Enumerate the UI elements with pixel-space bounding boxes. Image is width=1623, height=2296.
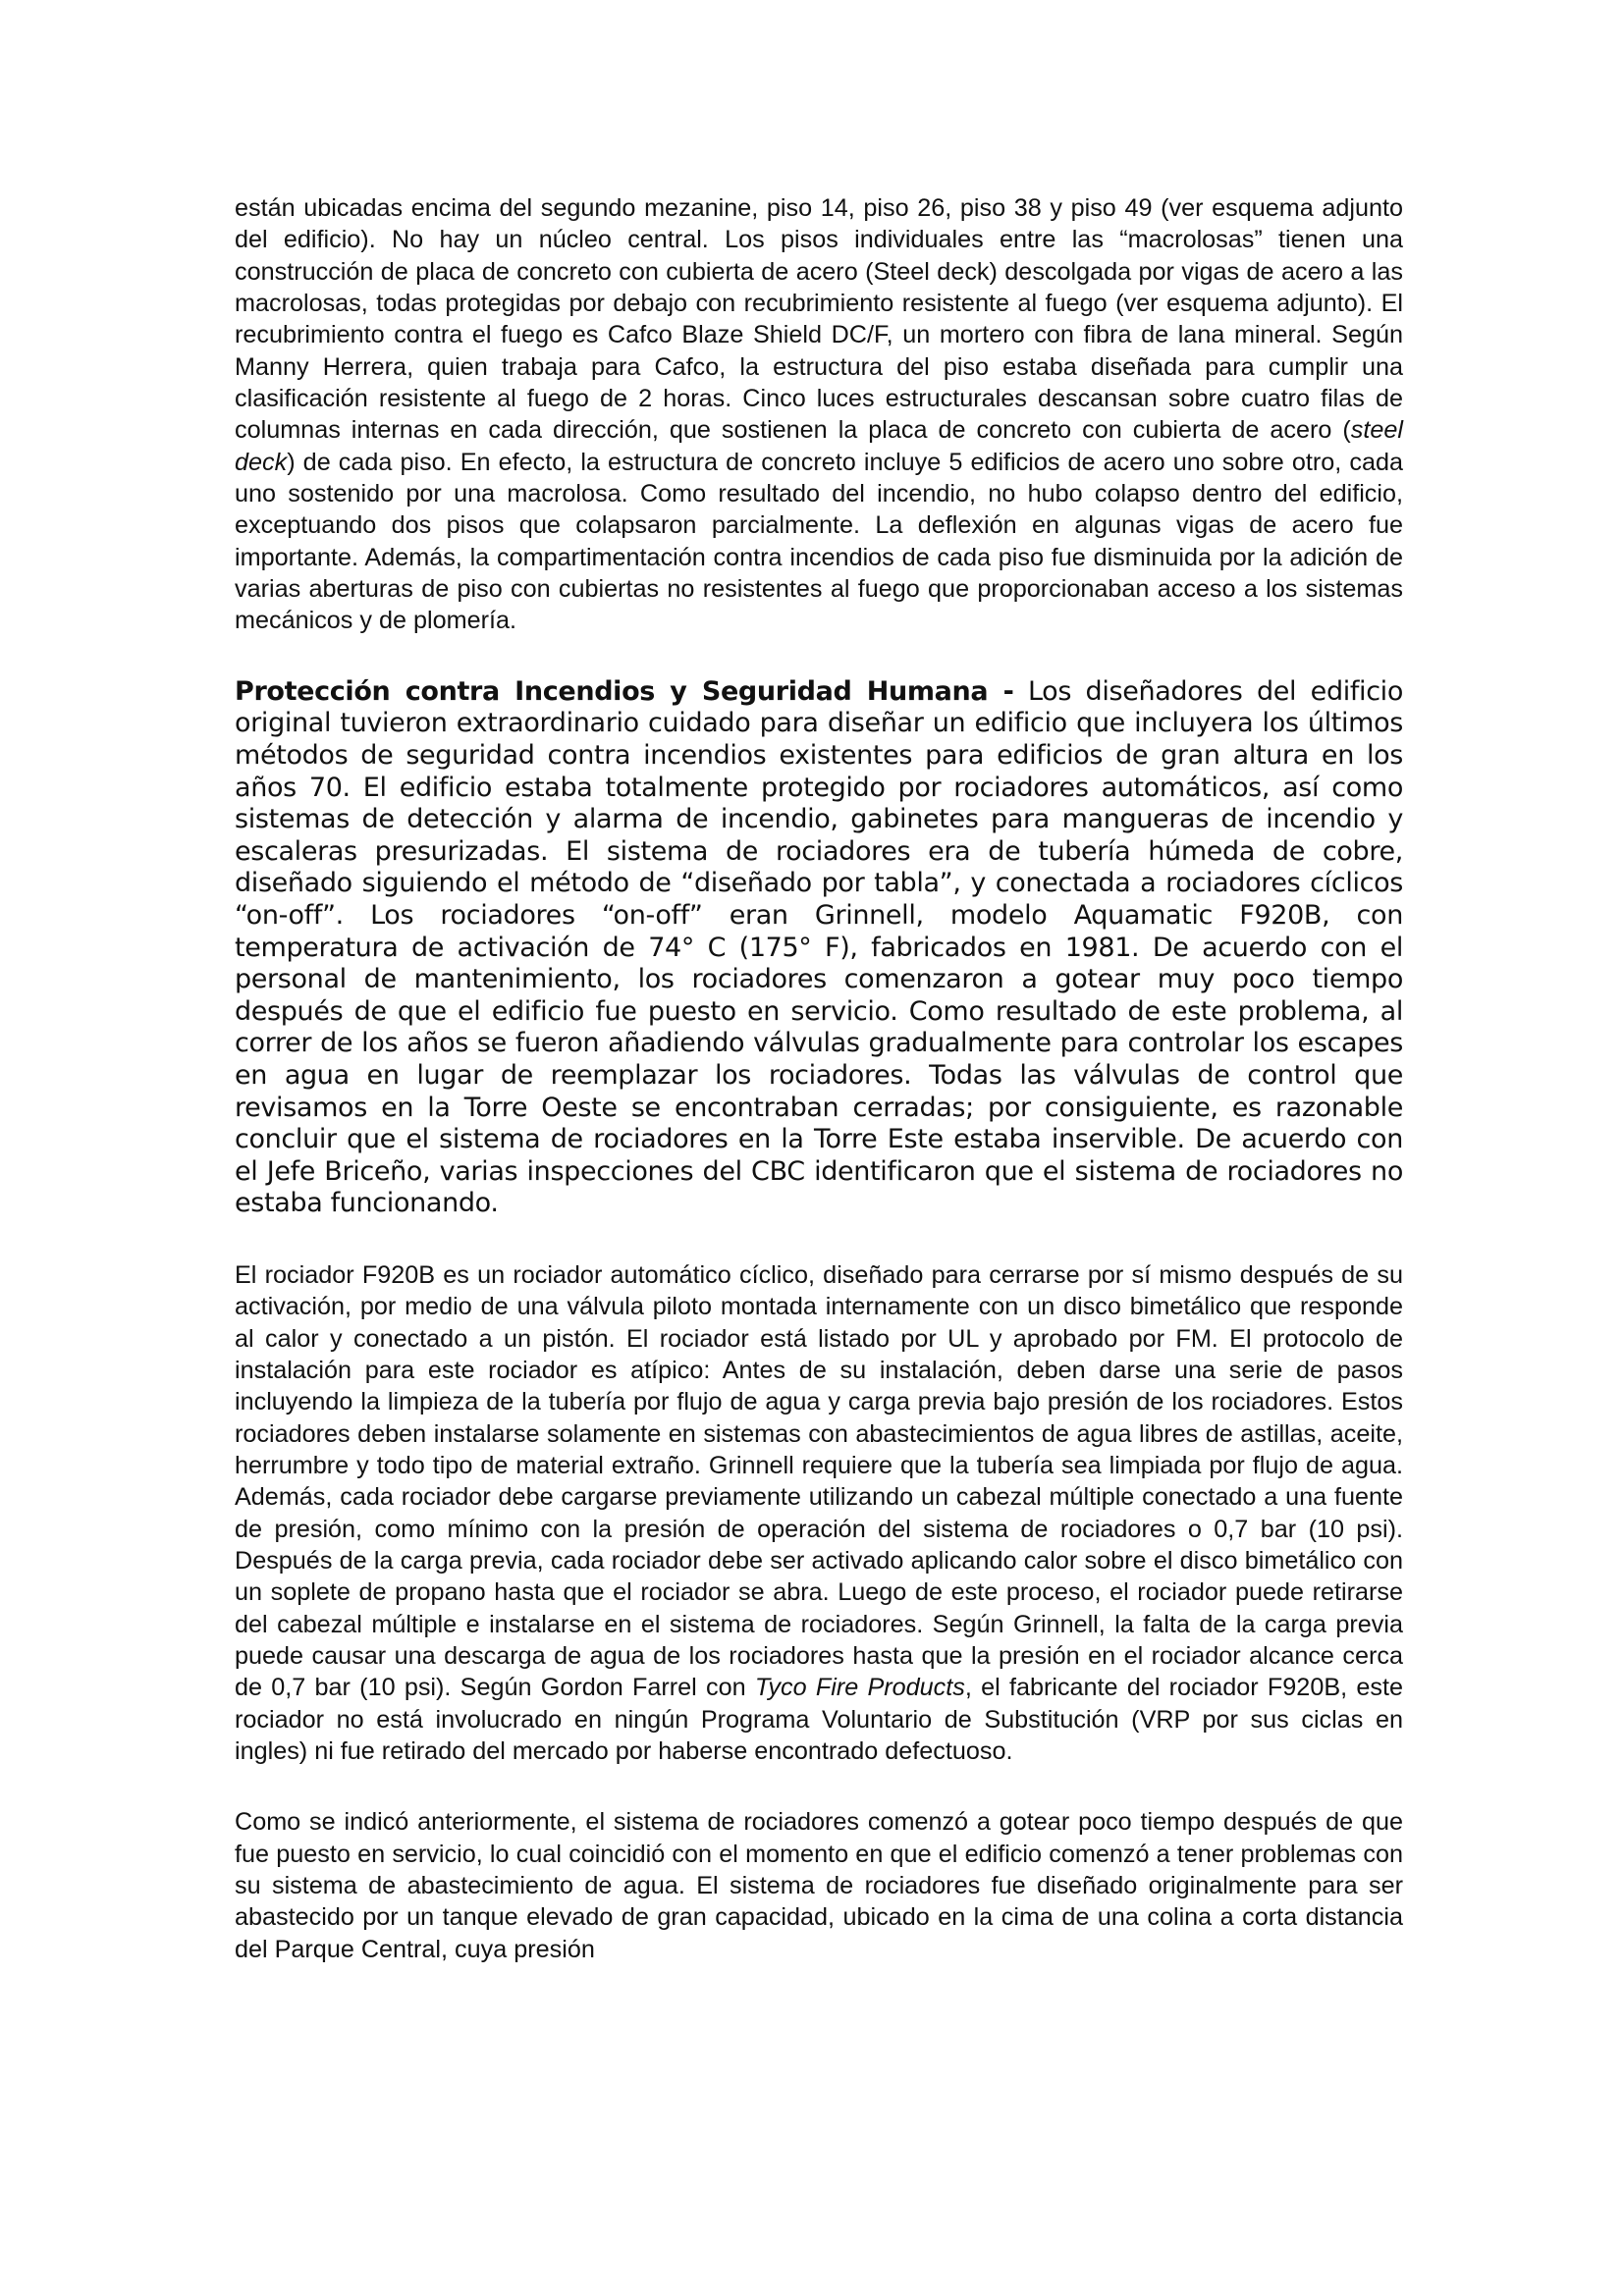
section-heading: Protección contra Incendios y Seguridad Humana - [235,675,1014,707]
paragraph-water-supply: Como se indicó anteriormente, el sistema de rociadores comenzó a gotear poco tiempo después de que fue puesto en servicio, lo cual coincidió con el momento en que el edificio comenzó a tener problemas con su sistema de abastecimiento de agua. El sistema de rociadores fue diseñado originalmente para ser abastecido por un tanque elevado de gran capacidad, ubicado en la cima de una colina a corta distancia del Parque Central, cuya presión [235,1808,1403,1963]
paragraph-sprinkler-text-b: , el fabricante del rociador F920B, este rociador no está involucrado en ningún Programa Voluntario de Substitución (VRP por sus ciclas en ingles) ni fue retirado del mercado por haberse encontrado defectuoso. [235,1674,1403,1766]
paragraph-structure-text-a: están ubicadas encima del segundo mezanine, piso 14, piso 26, piso 38 y piso 49 (ver esquema adjunto del edificio). No hay un núcleo central. Los pisos individuales entre las “macrolosas” tienen una construcción de placa de concreto con cubierta de acero (Steel deck) descolgada por vigas de acero a las macrolosas, todas protegidas por debajo con recubrimiento resistente al fuego (ver esquema adjunto). El recubrimiento contra el fuego es Cafco Blaze Shield DC/F, un mortero con fibra de lana mineral. Según Manny Herrera, quien trabaja para Cafco, la estructura del piso estaba diseñada para cumplir una clasificación resistente al fuego de 2 horas. Cinco luces estructurales descansan sobre cuatro filas de columnas internas en cada dirección, que sostienen la placa de concreto con cubierta de acero ( [235,194,1403,445]
paragraph-sprinkler-f920b [235,1259,1403,1768]
paragraph-structure-italic: steel deck [235,416,1403,476]
paragraph-sprinkler-text-a: El rociador F920B es un rociador automático cíclico, diseñado para cerrarse por sí mismo después de su activación, por medio de una válvula piloto montada internamente con un disco bimetálico que responde al calor y conectado a un pistón. El rociador está listado por UL y aprobado por FM. El protocolo de instalación para este rociador es atípico: Antes de su instalación, deben darse una serie de pasos incluyendo la limpieza de la tubería por flujo de agua y carga previa bajo presión de los rociadores. Estos rociadores deben instalarse solamente en sistemas con abastecimientos de agua libres de astillas, aceite, herrumbre y todo tipo de material extraño. Grinnell requiere que la tubería sea limpiada por flujo de agua. Además, cada rociador debe cargarse previamente utilizando un cabezal múltiple conectado a una fuente de presión, como mínimo con la presión de operación del sistema de rociadores o 0,7 bar (10 psi). Después de la carga previa, cada rociador debe ser activado aplicando calor sobre el disco bimetálico con un soplete de propano hasta que el rociador se abra. Luego de este proceso, el rociador puede retirarse del cabezal múltiple e instalarse en el sistema de rociadores. Según Grinnell, la falta de la carga previa puede causar una descarga de agua de los rociadores hasta que la presión en el rociador alcance cerca de 0,7 bar (10 psi). Según Gordon Farrel con [235,1260,1403,1702]
paragraph-sprinkler-italic: Tyco Fire Products [754,1674,965,1702]
paragraph-structure [235,192,1403,637]
paragraph-fire-protection [235,676,1403,1220]
paragraph-fire-protection-text: Los diseñadores del edificio original tuvieron extraordinario cuidado para diseñar un edificio que incluyera los últimos métodos de seguridad contra incendios existentes para edificios de gran altura en los años 70. El edificio estaba totalmente protegido por rociadores automáticos, así como sistemas de detección y alarma de incendio, gabinetes para mangueras de incendio y escaleras presurizadas. El sistema de rociadores era de tubería húmeda de cobre, diseñado siguiendo el método de “diseñado por tabla”, y conectada a rociadores cíclicos “on-off”. Los rociadores “on-off” eran Grinnell, modelo Aquamatic F920B, con temperatura de activación de 74° C (175° F), fabricados en 1981. De acuerdo con el personal de mantenimiento, los rociadores comenzaron a gotear muy poco tiempo después de que el edificio fue puesto en servicio. Como resultado de este problema, al correr de los años se fueron añadiendo válvulas gradualmente para controlar los escapes en agua en lugar de reemplazar los rociadores. Todas las válvulas de control que revisamos en la Torre Oeste se encontraban cerradas; por consiguiente, es razonable concluir que el sistema de rociadores en la Torre Este estaba inservible. De acuerdo con el Jefe Briceño, varias inspecciones del CBC identificaron que el sistema de rociadores no estaba funcionando. [235,675,1404,1219]
document-page [235,192,1403,1965]
paragraph-structure-text-b: ) de cada piso. En efecto, la estructura de concreto incluye 5 edificios de acero uno sobre otro, cada uno sostenido por una macrolosa. Como resultado del incendio, no hubo colapso dentro del edificio, exceptuando dos pisos que colapsaron parcialmente. La deflexión en algunas vigas de acero fue importante. Además, la compartimentación contra incendios de cada piso fue disminuida por la adición de varias aberturas de piso con cubiertas no resistentes al fuego que proporcionaban acceso a los sistemas mecánicos y de plomería. [235,448,1403,635]
